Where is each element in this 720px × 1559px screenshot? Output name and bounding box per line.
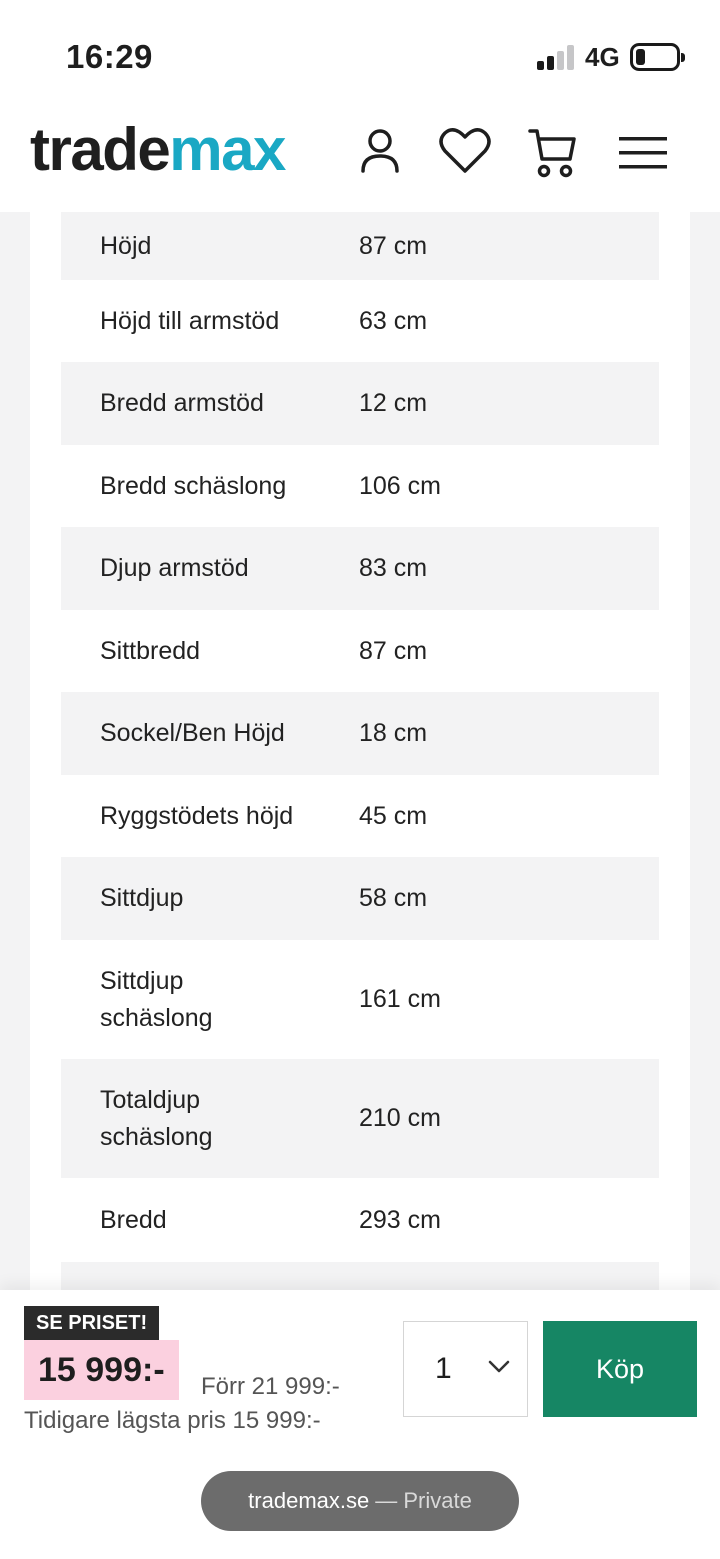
quantity-select[interactable] — [403, 1321, 528, 1417]
table-row — [61, 857, 659, 940]
network-type: 4G — [585, 42, 620, 72]
current-price: 15 999:- — [24, 1340, 179, 1400]
table-row — [61, 940, 659, 1059]
spec-value: 63 cm — [359, 306, 428, 335]
spec-label: Sittdjup — [100, 884, 184, 912]
account-icon[interactable] — [360, 125, 400, 177]
signal-icon — [537, 44, 577, 70]
former-price: Förr 21 999:- — [201, 1373, 340, 1400]
table-row — [61, 280, 659, 362]
spec-label: Sittbredd — [100, 636, 201, 665]
heart-icon[interactable] — [438, 125, 492, 177]
table-row — [61, 212, 659, 280]
dimensions-table — [61, 212, 659, 1302]
buy-button[interactable]: Köp — [543, 1321, 697, 1417]
table-row — [61, 610, 659, 692]
table-row — [61, 1178, 659, 1262]
spec-label: Bredd armstöd — [100, 389, 264, 417]
table-row — [61, 775, 659, 857]
spec-value: 83 cm — [359, 554, 428, 582]
spec-value: 293 cm — [359, 1205, 441, 1234]
browser-url-pill[interactable] — [201, 1471, 519, 1531]
menu-icon[interactable] — [619, 135, 667, 171]
price-badge: SE PRISET! — [24, 1306, 159, 1340]
spec-value: 87 cm — [359, 231, 428, 260]
spec-label: Sittdjup schäslong — [100, 966, 213, 1032]
spec-label: Totaldjup schäslong — [100, 1085, 213, 1151]
spec-value: 45 cm — [359, 801, 428, 830]
spec-value: 210 cm — [359, 1104, 441, 1132]
spec-label: Ryggstödets höjd — [100, 801, 294, 830]
chevron-down-icon — [488, 1360, 510, 1374]
table-row — [61, 362, 659, 445]
table-row — [61, 1059, 659, 1178]
table-row — [61, 527, 659, 610]
spec-label: Höjd till armstöd — [100, 306, 280, 335]
spec-value: 161 cm — [359, 985, 441, 1013]
url-domain: trademax.se — [248, 1488, 370, 1513]
table-row — [61, 445, 659, 527]
private-mode-label: — Private — [375, 1488, 472, 1513]
status-bar — [0, 0, 720, 105]
battery-icon — [630, 43, 680, 71]
trademax-logo[interactable]: trademax — [30, 116, 285, 183]
status-time: 16:29 — [66, 38, 153, 75]
spec-label: Bredd — [100, 1205, 167, 1234]
buy-bar — [0, 1290, 720, 1559]
spec-value: 18 cm — [359, 719, 428, 747]
quantity-value: 1 — [435, 1352, 452, 1385]
spec-label: Höjd — [100, 231, 152, 260]
lowest-price-note: Tidigare lägsta pris 15 999:- — [24, 1407, 321, 1434]
spec-label: Sockel/Ben Höjd — [100, 719, 285, 747]
spec-value: 106 cm — [359, 471, 441, 500]
spec-value: 87 cm — [359, 636, 428, 665]
spec-label: Bredd schäslong — [100, 471, 287, 500]
table-row — [61, 692, 659, 775]
spec-value: 12 cm — [359, 389, 428, 417]
spec-value: 58 cm — [359, 884, 428, 912]
cart-icon[interactable] — [528, 125, 578, 181]
spec-label: Djup armstöd — [100, 554, 249, 582]
site-header — [0, 105, 720, 212]
